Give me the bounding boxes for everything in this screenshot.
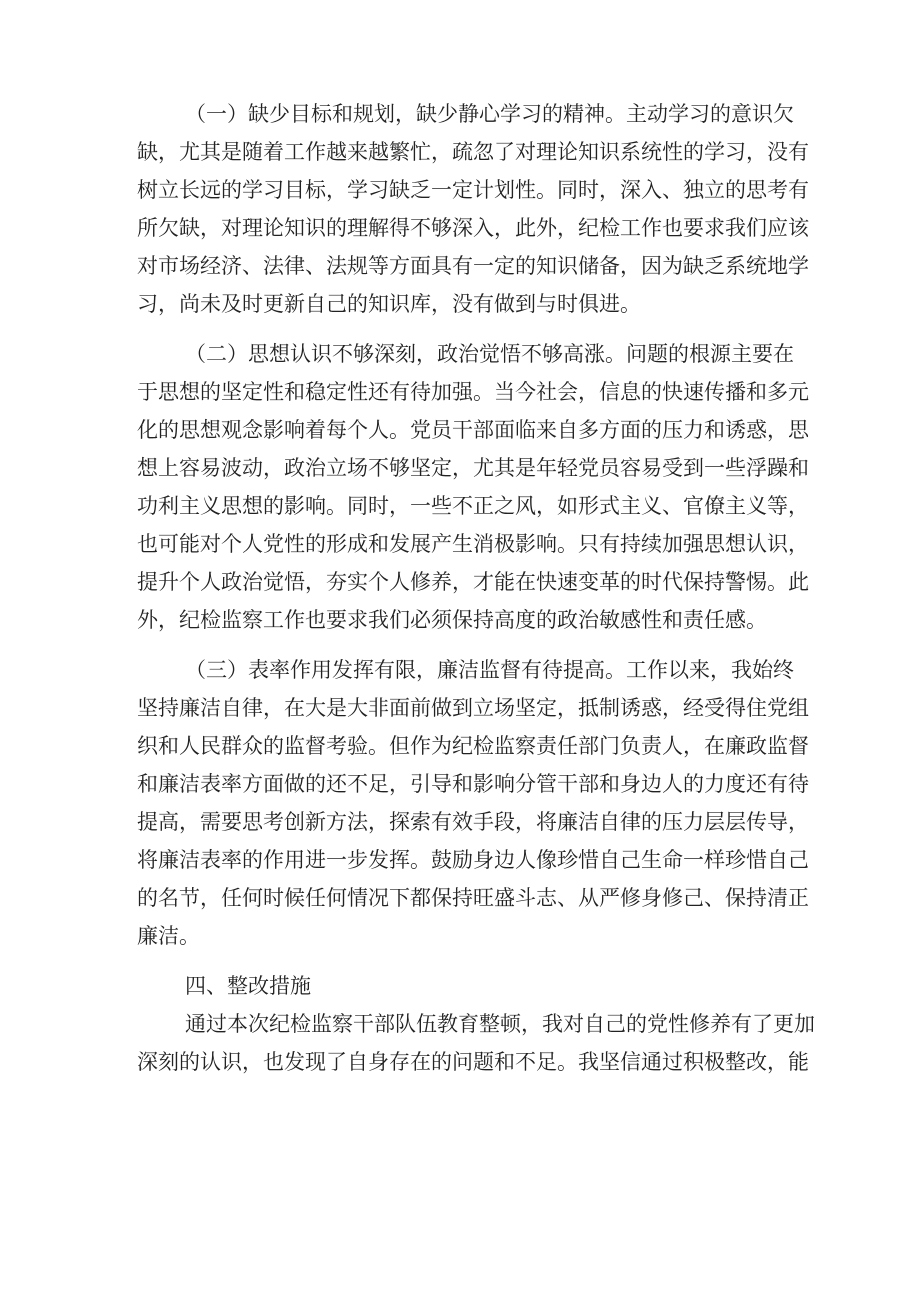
text-line: 深刻的认识，也发现了自身存在的问题和不足。我坚信通过积极整改，能 bbox=[137, 1050, 809, 1074]
text-line: 提高，需要思考创新方法，探索有效手段，将廉洁自律的压力层层传导， bbox=[137, 810, 809, 834]
paragraph-deficiency-2 bbox=[137, 335, 809, 639]
text-line: 化的思想观念影响着每个人。党员干部面临来自多方面的压力和诱惑，思 bbox=[137, 418, 809, 442]
text-line: 树立长远的学习目标，学习缺乏一定计划性。同时，深入、独立的思考有 bbox=[137, 178, 809, 202]
section-heading: 四、整改措施 bbox=[185, 974, 311, 998]
paragraph-deficiency-3 bbox=[137, 651, 809, 955]
text-line: 和廉洁表率方面做的还不足，引导和影响分管干部和身边人的力度还有待 bbox=[137, 772, 809, 796]
paragraph-spacer bbox=[137, 955, 785, 967]
text-line: 织和人民群众的监督考验。但作为纪检监察责任部门负责人，在廉政监督 bbox=[137, 734, 809, 758]
text-line: 廉洁。 bbox=[137, 924, 200, 948]
text-line: 也可能对个人党性的形成和发展产生消极影响。只有持续加强思想认识， bbox=[137, 532, 809, 556]
text-line: 将廉洁表率的作用进一步发挥。鼓励身边人像珍惜自己生命一样珍惜自己 bbox=[137, 848, 809, 872]
text-line: 习，尚未及时更新自己的知识库，没有做到与时俱进。 bbox=[137, 292, 641, 316]
text-line: 的名节，任何时候任何情况下都保持旺盛斗志、从严修身修己、保持清正 bbox=[137, 886, 809, 910]
text-line: 外，纪检监察工作也要求我们必须保持高度的政治敏感性和责任感。 bbox=[137, 608, 767, 632]
text-line: 于思想的坚定性和稳定性还有待加强。当今社会，信息的快速传播和多元 bbox=[137, 380, 809, 404]
text-line: 想上容易波动，政治立场不够坚定，尤其是年轻党员容易受到一些浮躁和 bbox=[137, 456, 809, 480]
text-line: 坚持廉洁自律，在大是大非面前做到立场坚定，抵制诱惑，经受得住党组 bbox=[137, 696, 809, 720]
text-line: 通过本次纪检监察干部队伍教育整顿，我对自己的党性修养有了更加 bbox=[185, 1012, 815, 1036]
paragraph-deficiency-1 bbox=[137, 95, 809, 323]
paragraph-spacer bbox=[137, 323, 785, 335]
text-line: 对市场经济、法律、法规等方面具有一定的知识储备，因为缺乏系统地学 bbox=[137, 254, 809, 278]
paragraph-rectification-intro bbox=[137, 1005, 815, 1081]
text-line: 功利主义思想的影响。同时，一些不正之风，如形式主义、官僚主义等， bbox=[137, 494, 809, 518]
paragraph-spacer bbox=[137, 639, 785, 651]
text-line: （二）思想认识不够深刻，政治觉悟不够高涨。问题的根源主要在 bbox=[185, 342, 794, 366]
text-line: （一）缺少目标和规划，缺少静心学习的精神。主动学习的意识欠 bbox=[185, 102, 794, 126]
text-line: 缺，尤其是随着工作越来越繁忙，疏忽了对理论知识系统性的学习，没有 bbox=[137, 140, 809, 164]
document-body bbox=[137, 95, 815, 1081]
text-line: 所欠缺，对理论知识的理解得不够深入，此外，纪检工作也要求我们应该 bbox=[137, 216, 809, 240]
text-line: 提升个人政治觉悟，夯实个人修养，才能在快速变革的时代保持警惕。此 bbox=[137, 570, 809, 594]
text-line: （三）表率作用发挥有限，廉洁监督有待提高。工作以来，我始终 bbox=[185, 658, 794, 682]
